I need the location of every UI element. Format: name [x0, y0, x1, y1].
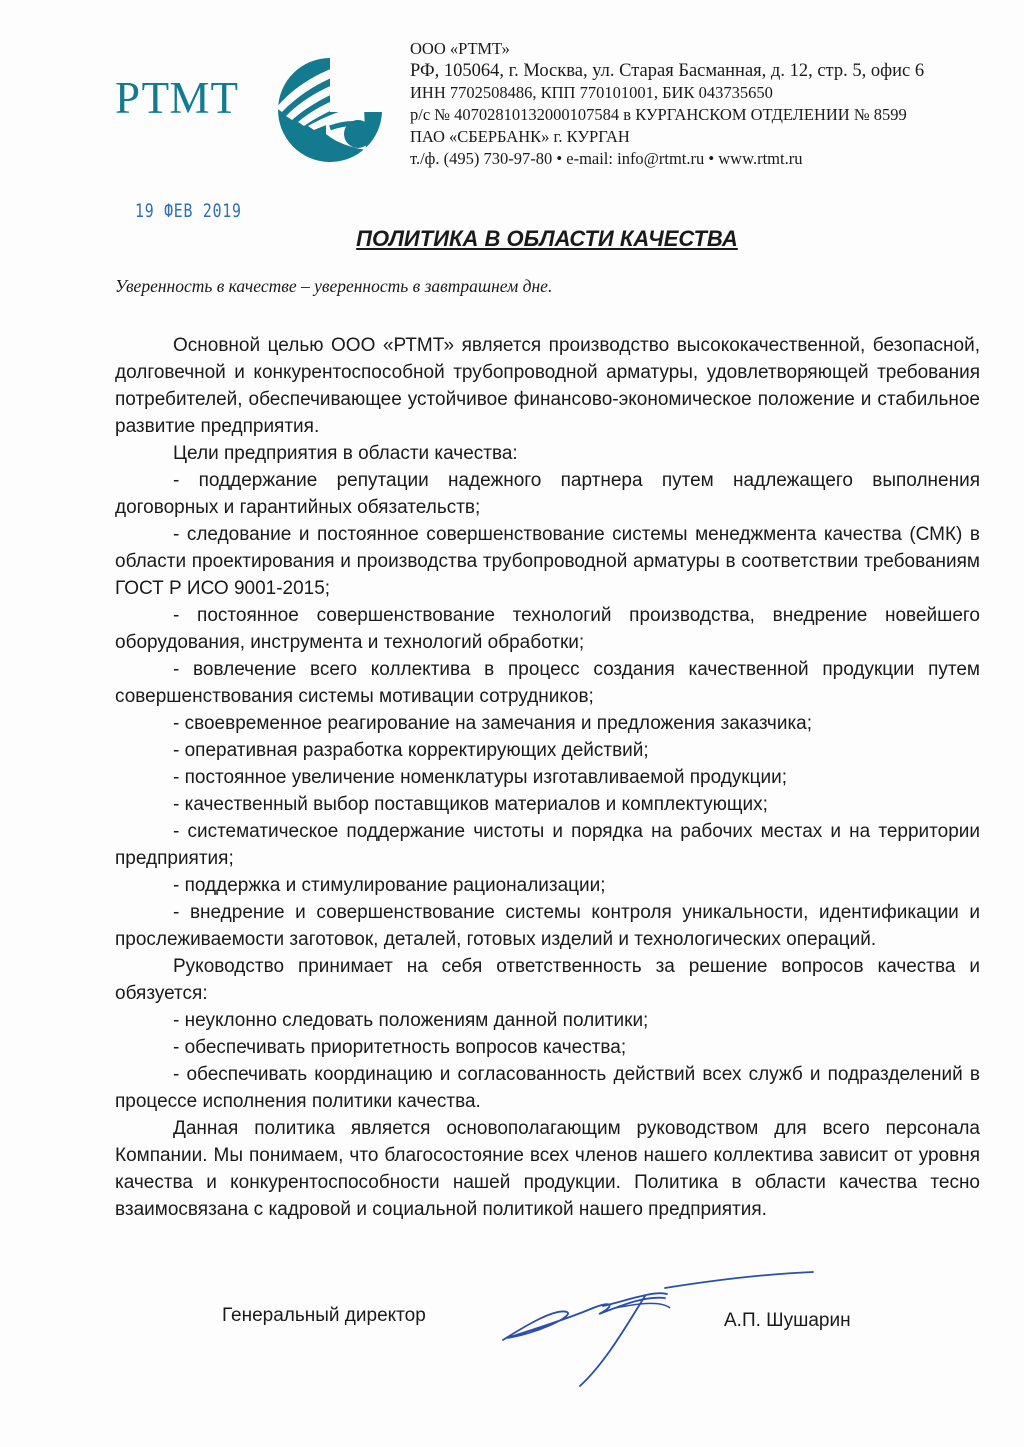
list-item: - оперативная разработка корректирующих действий;	[173, 740, 649, 761]
signatory-position: Генеральный директор	[222, 1305, 426, 1326]
list-item: - внедрение и совершенствование системы контроля уникальности, идентификации и прослеживаемости заготовок, деталей, готовых изделий и технологических операций.	[115, 902, 980, 950]
list-item: - неуклонно следовать положениям данной политики;	[173, 1010, 649, 1031]
company-inn: ИНН 7702508486, КПП 770101001, БИК 043735650	[410, 83, 773, 102]
company-contacts: т./ф. (495) 730-97-80 • e-mail: info@rtmt.ru • www.rtmt.ru	[410, 149, 803, 168]
company-details	[410, 38, 1010, 170]
company-address: РФ, 105064, г. Москва, ул. Старая Басманная, д. 12, стр. 5, офис 6	[410, 61, 925, 81]
paragraph-goals-heading: Цели предприятия в области качества:	[173, 443, 518, 464]
list-item: - качественный выбор поставщиков материалов и комплектующих;	[173, 794, 768, 815]
company-logo-text: РТМТ	[115, 73, 239, 123]
motto: Уверенность в качестве – уверенность в завтрашнем дне.	[115, 276, 553, 296]
list-item: - своевременное реагирование на замечания и предложения заказчика;	[173, 713, 813, 734]
paragraph-main-goal: Основной целью ООО «РТМТ» является производство высококачественной, безопасной, долговечной и конкурентоспособной трубопроводной арматуры, удовлетворяющей требования потребителей, обеспечивающее устойчивое финансово-экономическое положение и стабильное развитие предприятия.	[115, 335, 980, 437]
company-name: ООО «РТМТ»	[410, 39, 510, 58]
list-item: - обеспечивать приоритетность вопросов качества;	[173, 1037, 627, 1058]
list-item: - постоянное увеличение номенклатуры изготавливаемой продукции;	[173, 767, 788, 788]
list-item: - следование и постоянное совершенствование системы менеджмента качества (СМК) в области проектирования и производства трубопроводной арматуры в соответствии требованиям ГОСТ Р ИСО 9001-2015;	[115, 524, 980, 599]
paragraph-conclusion: Данная политика является основополагающим руководством для всего персонала Компании. Мы понимаем, что благосостояние всех членов нашего коллектива зависит от уровня качества и конкурентоспособности нашей продукции. Политика в области качества тесно взаимосвязана с кадровой и социальной политикой нашего предприятия.	[115, 1118, 980, 1220]
document-title: ПОЛИТИКА В ОБЛАСТИ КАЧЕСТВА	[356, 226, 738, 251]
list-item: - систематическое поддержание чистоты и порядка на рабочих местах и на территории предприятия;	[115, 821, 980, 869]
document-body	[115, 332, 980, 1223]
signatory-name: А.П. Шушарин	[724, 1310, 851, 1331]
paragraph-management: Руководство принимает на себя ответственность за решение вопросов качества и обязуется:	[115, 956, 980, 1004]
company-bank: ПАО «СБЕРБАНК» г. КУРГАН	[410, 127, 630, 146]
list-item: - вовлечение всего коллектива в процесс создания качественной продукции путем совершенствования системы мотивации сотрудников;	[115, 659, 980, 707]
company-logo-icon	[268, 50, 393, 170]
list-item: - поддержание репутации надежного партнера путем надлежащего выполнения договорных и гарантийных обязательств;	[115, 470, 980, 518]
list-item: - обеспечивать координацию и согласованность действий всех служб и подразделений в процессе исполнения политики качества.	[115, 1064, 980, 1112]
date-stamp: 19 ФЕВ 2019	[135, 200, 242, 222]
company-account: р/с № 40702810132000107584 в КУРГАНСКОМ ОТДЕЛЕНИИ № 8599	[410, 105, 907, 124]
list-item: - постоянное совершенствование технологий производства, внедрение новейшего оборудования, инструмента и технологий обработки;	[115, 605, 980, 653]
list-item: - поддержка и стимулирование рационализации;	[173, 875, 606, 896]
